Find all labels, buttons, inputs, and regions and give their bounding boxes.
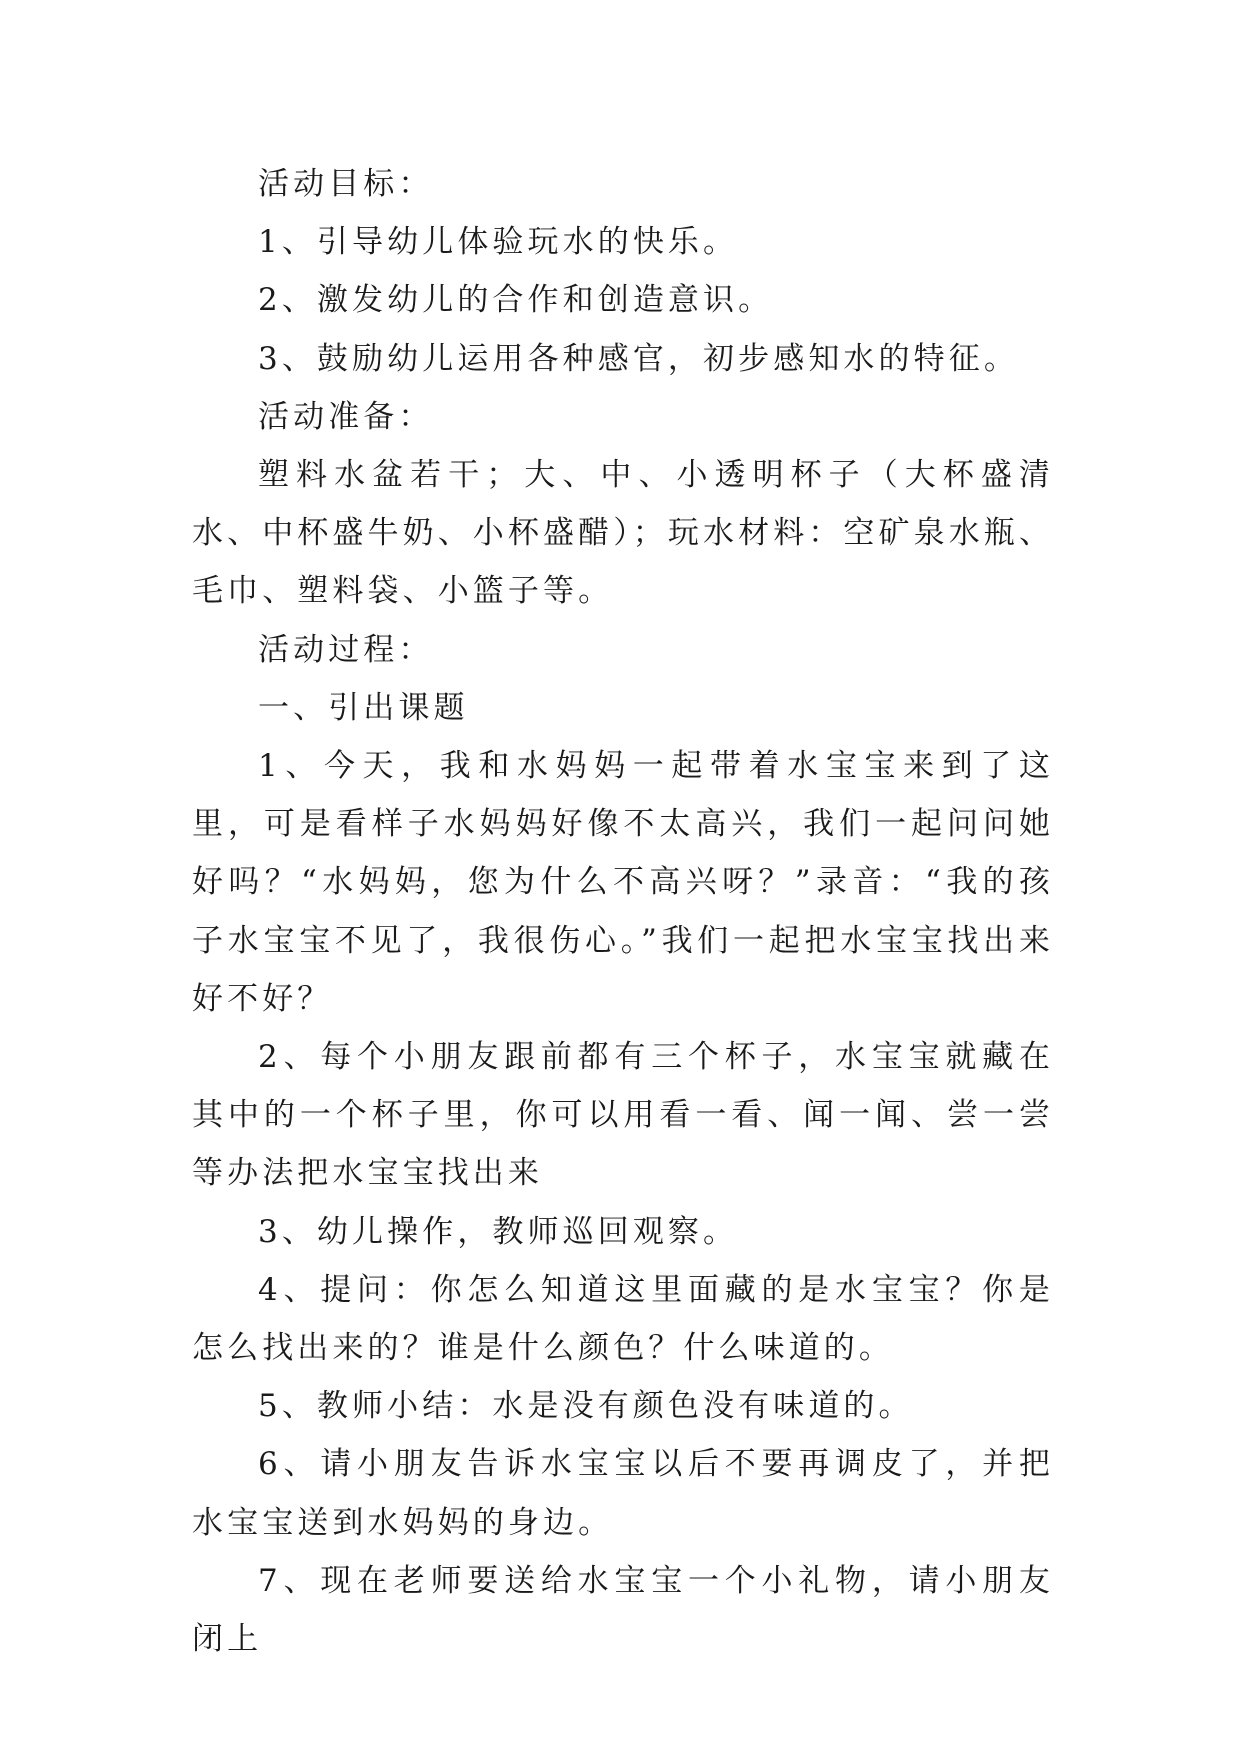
goal-item-3: 3、鼓励幼儿运用各种感官，初步感知水的特征。 xyxy=(258,340,1019,377)
process-step-4: 4、提问：你怎么知道这里面藏的是水宝宝？你是怎么找出来的？谁是什么颜色？什么味道的。 xyxy=(192,1271,1054,1367)
goal-item-1: 1、引导幼儿体验玩水的快乐。 xyxy=(258,224,739,261)
process-step-5: 5、教师小结：水是没有颜色没有味道的。 xyxy=(258,1388,914,1425)
preparation-text: 塑料水盆若干；大、中、小透明杯子（大杯盛清水、中杯盛牛奶、小杯盛醋）；玩水材料：空矿泉水瓶、毛巾、塑料袋、小篮子等。 xyxy=(192,457,1054,610)
goal-item-2: 2、激发幼儿的合作和创造意识。 xyxy=(258,282,774,319)
process-step-3: 3、幼儿操作，教师巡回观察。 xyxy=(258,1213,739,1250)
heading-activity-process: 活动过程： xyxy=(258,631,434,668)
process-step-7: 7、现在老师要送给水宝宝一个小礼物，请小朋友闭上 xyxy=(192,1562,1054,1658)
heading-activity-preparation: 活动准备： xyxy=(258,398,434,435)
process-step-6: 6、请小朋友告诉水宝宝以后不要再调皮了，并把水宝宝送到水妈妈的身边。 xyxy=(192,1446,1054,1541)
document-body xyxy=(192,155,1054,1668)
heading-activity-goals: 活动目标： xyxy=(258,166,434,202)
section-title-1: 一、引出课题 xyxy=(258,689,469,726)
process-step-2: 2、每个小朋友跟前都有三个杯子，水宝宝就藏在其中的一个杯子里，你可以用看一看、闻一闻、尝一尝等办法把水宝宝找出来 xyxy=(192,1039,1054,1192)
process-step-1: 1、今天，我和水妈妈一起带着水宝宝来到了这里，可是看样子水妈妈好像不太高兴，我们一起问问她好吗？“水妈妈，您为什么不高兴呀？”录音：“我的孩子水宝宝不见了，我很伤心。”我们一起把水宝宝找出来好不好？ xyxy=(192,748,1054,1017)
